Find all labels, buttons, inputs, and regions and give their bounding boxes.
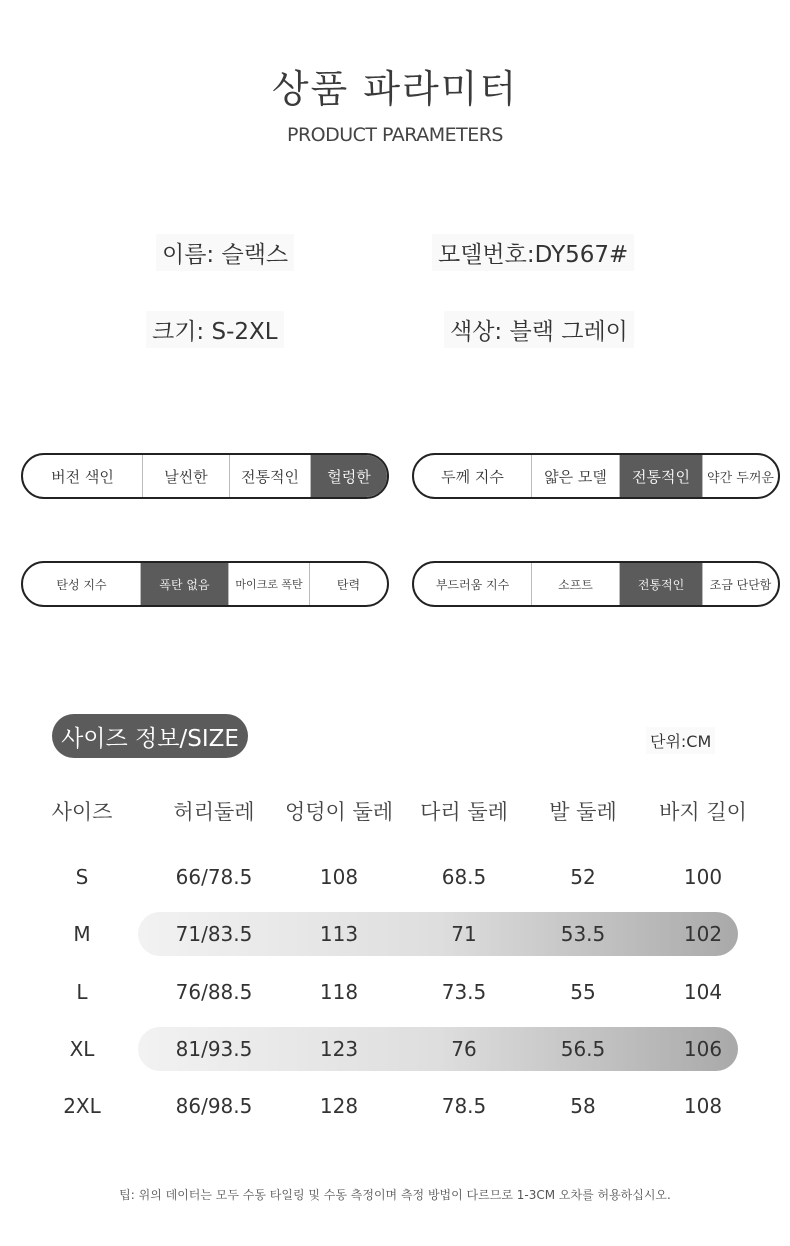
column-header: 다리 둘레 <box>420 800 508 824</box>
page-subtitle: PRODUCT PARAMETERS <box>286 124 503 146</box>
column-header: 바지 길이 <box>659 800 747 824</box>
scale-title: 버전 색인 <box>23 455 143 497</box>
table-row <box>0 855 790 899</box>
softness-index-scale <box>412 561 780 607</box>
waist-cell: 86/98.5 <box>175 1094 253 1118</box>
elasticity-index-scale <box>21 561 389 607</box>
leg-cell: 68.5 <box>441 865 487 889</box>
waist-cell: 66/78.5 <box>175 865 253 889</box>
size-cell: XL <box>69 1037 95 1061</box>
size-cell: 2XL <box>63 1094 101 1118</box>
scale-option: 탄력 <box>336 577 361 592</box>
scale-title: 부드러움 지수 <box>414 563 532 605</box>
hip-cell: 123 <box>319 1037 359 1061</box>
scale-option: 소프트 <box>532 563 620 605</box>
leg-cell: 73.5 <box>441 980 487 1004</box>
table-row <box>0 1027 790 1071</box>
column-header: 엉덩이 둘레 <box>284 800 394 824</box>
table-row <box>0 970 790 1014</box>
page-title: 상품 파라미터 <box>271 67 519 111</box>
table-row <box>0 1084 790 1128</box>
scale-option-selected: 전통적인 <box>620 455 703 497</box>
hem-cell: 53.5 <box>560 922 606 946</box>
waist-cell: 71/83.5 <box>175 922 253 946</box>
scale-option-selected: 전통적인 <box>620 563 703 605</box>
leg-cell: 76 <box>451 1037 477 1061</box>
length-cell: 102 <box>683 922 723 946</box>
scale-option: 마이크로 폭탄 <box>229 563 310 605</box>
fit-index-scale <box>21 453 389 499</box>
length-cell: 106 <box>683 1037 723 1061</box>
size-cell: S <box>75 865 89 889</box>
unit-label: 단위:CM <box>646 727 715 754</box>
column-header: 허리둘레 <box>173 800 255 824</box>
product-name: 이름: 슬랙스 <box>156 234 294 271</box>
size-info-header: 사이즈 정보/SIZE <box>52 714 248 758</box>
size-cell: L <box>76 980 88 1004</box>
scale-option: 조금 단단함 <box>709 577 772 592</box>
model-number: 모델번호:DY567# <box>432 234 634 271</box>
waist-cell: 76/88.5 <box>175 980 253 1004</box>
hip-cell: 128 <box>319 1094 359 1118</box>
leg-cell: 78.5 <box>441 1094 487 1118</box>
scale-option: 날씬한 <box>143 455 230 497</box>
size-cell: M <box>73 922 91 946</box>
length-cell: 104 <box>683 980 723 1004</box>
scale-option-selected: 헐렁한 <box>311 455 387 497</box>
hip-cell: 113 <box>319 922 359 946</box>
scale-title: 탄성 지수 <box>23 563 141 605</box>
size-table-header <box>0 790 790 834</box>
hem-cell: 56.5 <box>560 1037 606 1061</box>
hem-cell: 52 <box>570 865 596 889</box>
scale-option-selected: 폭탄 없음 <box>141 563 229 605</box>
hem-cell: 58 <box>570 1094 596 1118</box>
hip-cell: 108 <box>319 865 359 889</box>
product-color: 색상: 블랙 그레이 <box>444 311 634 348</box>
scale-option: 전통적인 <box>230 455 311 497</box>
scale-option: 약간 두꺼운 <box>707 470 774 486</box>
table-row <box>0 912 790 956</box>
waist-cell: 81/93.5 <box>175 1037 253 1061</box>
length-cell: 100 <box>683 865 723 889</box>
column-header: 사이즈 <box>51 800 113 824</box>
leg-cell: 71 <box>451 922 477 946</box>
thickness-index-scale <box>412 453 780 499</box>
column-header: 발 둘레 <box>549 800 617 824</box>
hip-cell: 118 <box>319 980 359 1004</box>
hem-cell: 55 <box>570 980 596 1004</box>
length-cell: 108 <box>683 1094 723 1118</box>
scale-title: 두께 지수 <box>414 455 532 497</box>
product-size-range: 크기: S-2XL <box>146 311 284 348</box>
measurement-tip: 팁: 위의 데이터는 모두 수동 타일링 및 수동 측정이며 측정 방법이 다르므로 1-3CM 오차를 허용하십시오. <box>119 1188 671 1202</box>
scale-option: 얇은 모델 <box>532 455 620 497</box>
